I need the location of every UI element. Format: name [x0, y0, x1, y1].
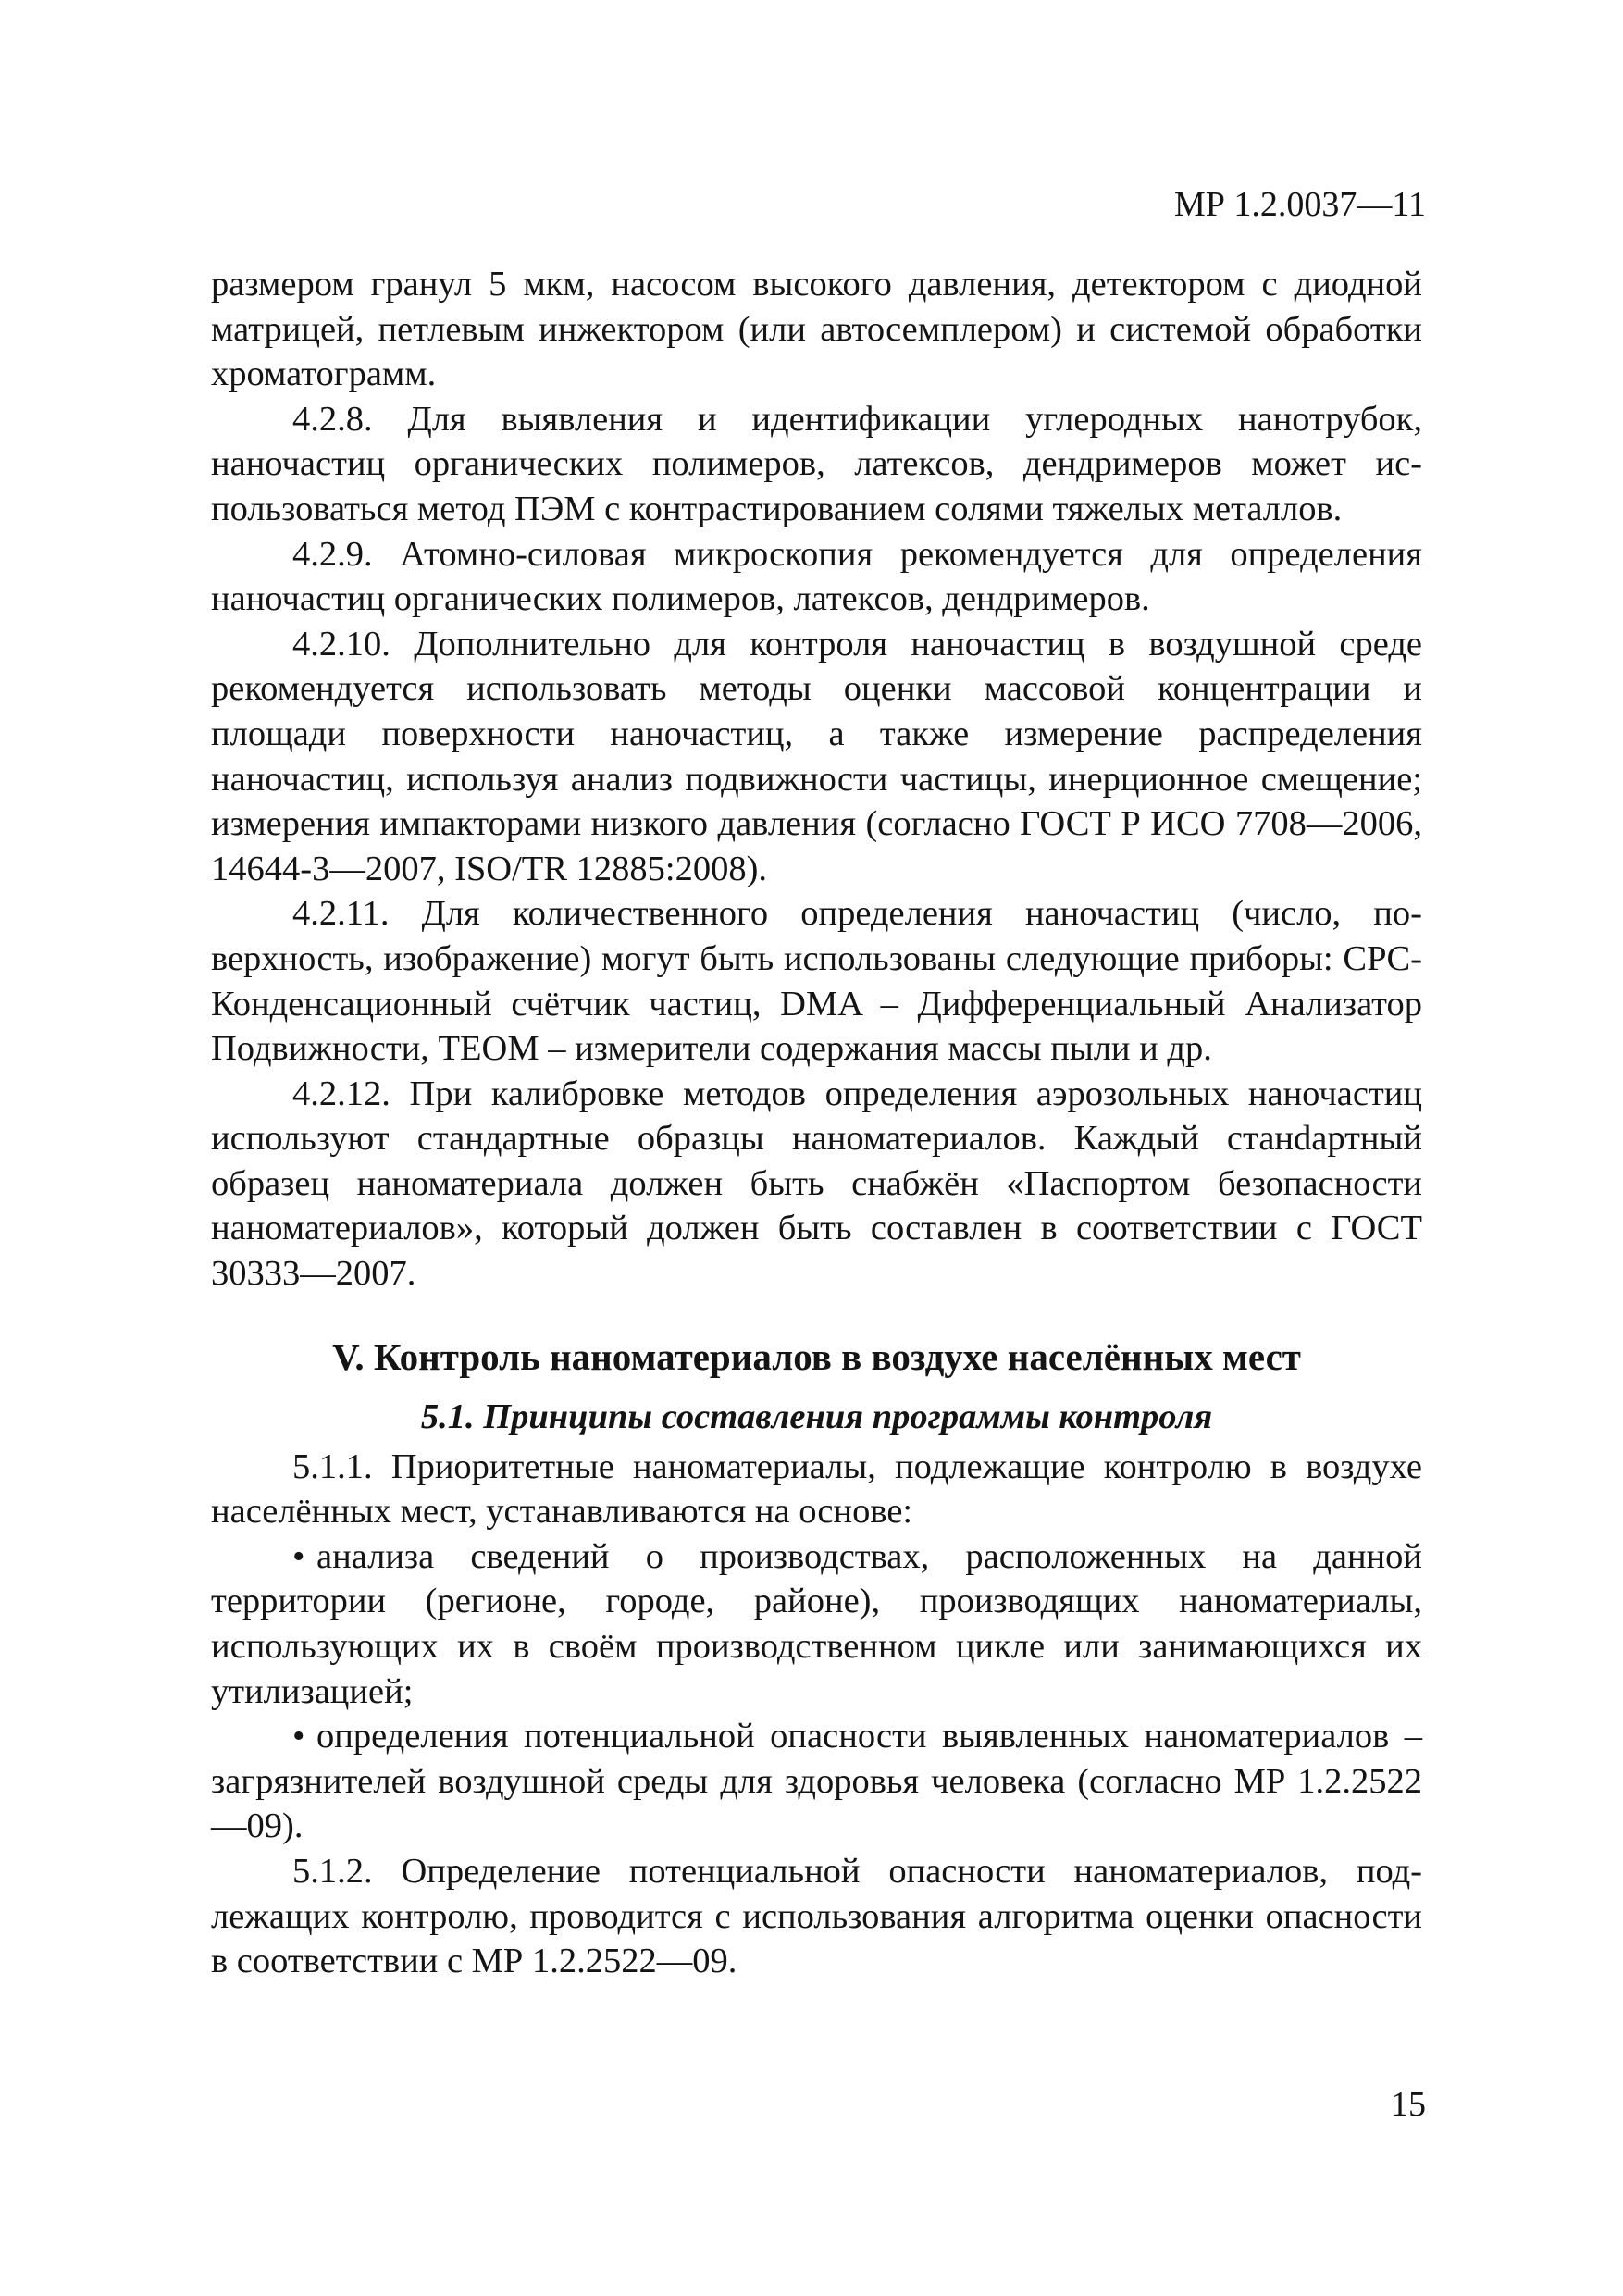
bullet-text: анализа сведений о производствах, расположенных на данной территории (регионе, городе, районе), производящих наноматериалы, использующих их в своём производственном цикле или занимающихся их утилизацией; — [211, 1536, 1422, 1711]
paragraph-continuation: размером гранул 5 мкм, насосом высокого давления, детектором с диодной матрицей, петлевым инжектором (или автосемплером) и системой обработки хроматограмм. — [211, 265, 1422, 394]
subsection-heading: 5.1. Принципы составления программы контроля — [420, 1396, 1213, 1436]
paragraph-5-1-2: 5.1.2. Определение потенциальной опасности наноматериалов, подлежащих контролю, проводится с использования алгоритма оценки опасности в соответствии с МР 1.2.2522—09. — [211, 1852, 1422, 1981]
bullet-item — [211, 1534, 1422, 1714]
paragraph-4-2-8: 4.2.8. Для выявления и идентификации углеродных нанотрубок, наночастиц органических полимеров, латексов, дендримеров может использоваться метод ПЭМ с контрастированием солями тяжелых металлов. — [211, 399, 1422, 528]
bullet-marker: • — [292, 1717, 305, 1756]
document-body — [211, 262, 1422, 1984]
section-heading: V. Контроль наноматериалов в воздухе населённых мест — [332, 1334, 1301, 1378]
bullet-text: определения потенциальной опасности выявленных наноматериалов – загрязнителей воздушной среды для здоровья человека (согласно МР 1.2.2522—09). — [211, 1717, 1422, 1846]
paragraph-4-2-9: 4.2.9. Атомно-силовая микроскопия рекомендуется для определения наночастиц органических полимеров, латексов, дендримеров. — [211, 534, 1422, 619]
bullet-item — [211, 1714, 1422, 1849]
paragraph-4-2-10: 4.2.10. Дополнительно для контроля наночастиц в воздушной среде рекомендуется использовать методы оценки массовой концентрации и площади поверхности наночастиц, а также измерение распределения наночастиц, используя анализ подвижности частицы, инерционное смещение; измерения импакторами низкого давления (согласно ГОСТ Р ИСО 7708—2006, 14644-3—2007, ISO/TR 12885:2008). — [211, 624, 1422, 888]
page-number: 15 — [1391, 2085, 1426, 2124]
paragraph-5-1-1: 5.1.1. Приоритетные наноматериалы, подлежащие контролю в воздухе населённых мест, устанавливаются на основе: — [211, 1446, 1422, 1532]
paragraph-4-2-11: 4.2.11. Для количественного определения наночастиц (число, поверхность, изображение) могут быть использованы следующие приборы: CPC-Конденсационный счётчик частиц, DMA – Дифференциальный Анализатор Подвижности, TEOM – измерители содержания массы пыли и др. — [211, 894, 1422, 1069]
running-header: МР 1.2.0037—11 — [1173, 185, 1426, 224]
bullet-marker: • — [292, 1536, 305, 1576]
paragraph-4-2-12: 4.2.12. При калибровке методов определения аэрозольных наночастиц используют стандартные образцы наноматериалов. Каждый станdартный образец наноматериала должен быть снабжён «Паспортом безопасности наноматериалов», который должен быть составлен в соответствии с ГОСТ 30333—2007. — [211, 1074, 1422, 1294]
